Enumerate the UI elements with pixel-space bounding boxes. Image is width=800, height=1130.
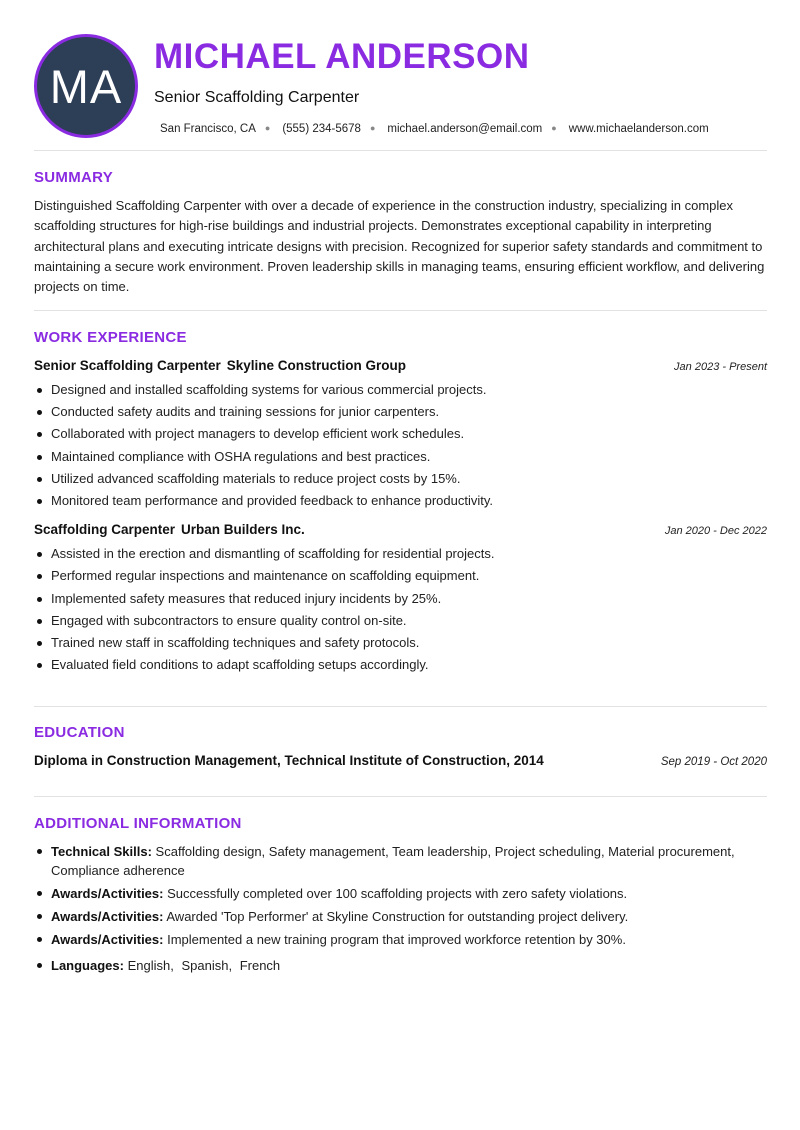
job-bullets [34,379,767,512]
job-entry [34,522,767,676]
job-header [34,522,767,537]
list-item [34,930,767,949]
job-bullets [34,543,767,676]
item-label: Awards/Activities: [51,886,164,901]
list-item: Performed regular inspections and maintenance on scaffolding equipment. [34,565,767,587]
resume-page [34,0,767,973]
list-item: Maintained compliance with OSHA regulations and best practices. [34,446,767,468]
avatar [34,34,138,138]
summary-section [34,168,767,297]
list-item: Monitored team performance and provided feedback to enhance productivity. [34,490,767,512]
list-item [34,884,767,903]
summary-heading: SUMMARY [34,169,114,186]
work-experience-section [34,328,767,676]
education-heading: EDUCATION [34,724,125,741]
additional-heading: ADDITIONAL INFORMATION [34,815,242,832]
language: Spanish, [181,958,233,973]
job-dates: Jan 2023 - Present [674,361,767,373]
list-item: Collaborated with project managers to develop efficient work schedules. [34,423,767,445]
item-text: Scaffolding design, Safety management, Team leadership, Project scheduling, Material procurement, Compliance adherence [51,844,735,878]
job-title: Scaffolding Carpenter [34,522,176,538]
job-header [34,358,767,373]
job-title-line [34,522,305,537]
education-dates: Sep 2019 - Oct 2020 [660,756,767,768]
list-item [34,907,767,926]
separator-dot-icon: ● [264,123,271,133]
candidate-name: MICHAEL ANDERSON [154,37,530,76]
job-entry [34,358,767,512]
list-item: Designed and installed scaffolding systems for various commercial projects. [34,379,767,401]
languages-item [34,956,767,975]
list-item: Utilized advanced scaffolding materials to reduce project costs by 15%. [34,468,767,490]
education-section [34,723,767,768]
work-heading: WORK EXPERIENCE [34,329,187,346]
additional-info-section [34,814,767,979]
contact-website[interactable]: www.michaelanderson.com [568,123,709,135]
item-text: Awarded 'Top Performer' at Skyline Construction for outstanding project delivery. [166,909,629,924]
education-entry [34,753,767,768]
item-label: Awards/Activities: [51,932,164,947]
summary-text: Distinguished Scaffolding Carpenter with over a decade of experience in the construction industry, specializing in complex scaffolding structures for high-rise buildings and industrial projects. Demonstrates exceptional capability in interpreting architectural plans and executing intricate designs with precision. Recognized for superior safety standards and commitment to maintaining a secure work environment. Proven leadership skills in managing teams, ensuring efficient workflow, and delivering projects on time. [34,198,765,295]
language: English, [127,958,174,973]
list-item: Trained new staff in scaffolding techniques and safety protocols. [34,632,767,654]
contact-email[interactable]: michael.anderson@email.com [387,123,543,135]
list-item: Engaged with subcontractors to ensure quality control on-site. [34,610,767,632]
list-item: Assisted in the erection and dismantling of scaffolding for residential projects. [34,543,767,565]
header-divider [34,150,767,151]
job-dates: Jan 2020 - Dec 2022 [664,525,767,538]
languages-label: Languages: [51,958,124,973]
section-divider [34,310,767,311]
separator-dot-icon: ● [369,123,376,133]
contact-line [160,120,709,137]
job-company: Skyline Construction Group [226,358,407,373]
list-item [34,842,767,880]
list-item: Implemented safety measures that reduced injury incidents by 25%. [34,588,767,610]
candidate-title: Senior Scaffolding Carpenter [154,89,360,106]
contact-location: San Francisco, CA [160,123,256,135]
item-label: Awards/Activities: [51,909,164,924]
resume-header [34,0,767,150]
list-item: Evaluated field conditions to adapt scaffolding setups accordingly. [34,654,767,676]
separator-dot-icon: ● [551,123,557,133]
job-title-line [34,358,406,373]
job-company: Urban Builders Inc. [181,522,305,538]
job-title: Senior Scaffolding Carpenter [34,358,221,373]
item-text: Implemented a new training program that improved workforce retention by 30%. [167,932,626,947]
section-divider [34,796,767,797]
item-text: Successfully completed over 100 scaffolding projects with zero safety violations. [167,886,628,901]
section-divider [34,706,767,707]
item-label: Technical Skills: [51,844,152,859]
additional-list [34,842,767,975]
education-degree: Diploma in Construction Management, Technical Institute of Construction, 2014 [34,753,544,768]
language: French [239,958,281,973]
list-item: Conducted safety audits and training sessions for junior carpenters. [34,401,767,423]
avatar-initials: MA [49,59,123,113]
contact-phone: (555) 234-5678 [282,123,361,135]
